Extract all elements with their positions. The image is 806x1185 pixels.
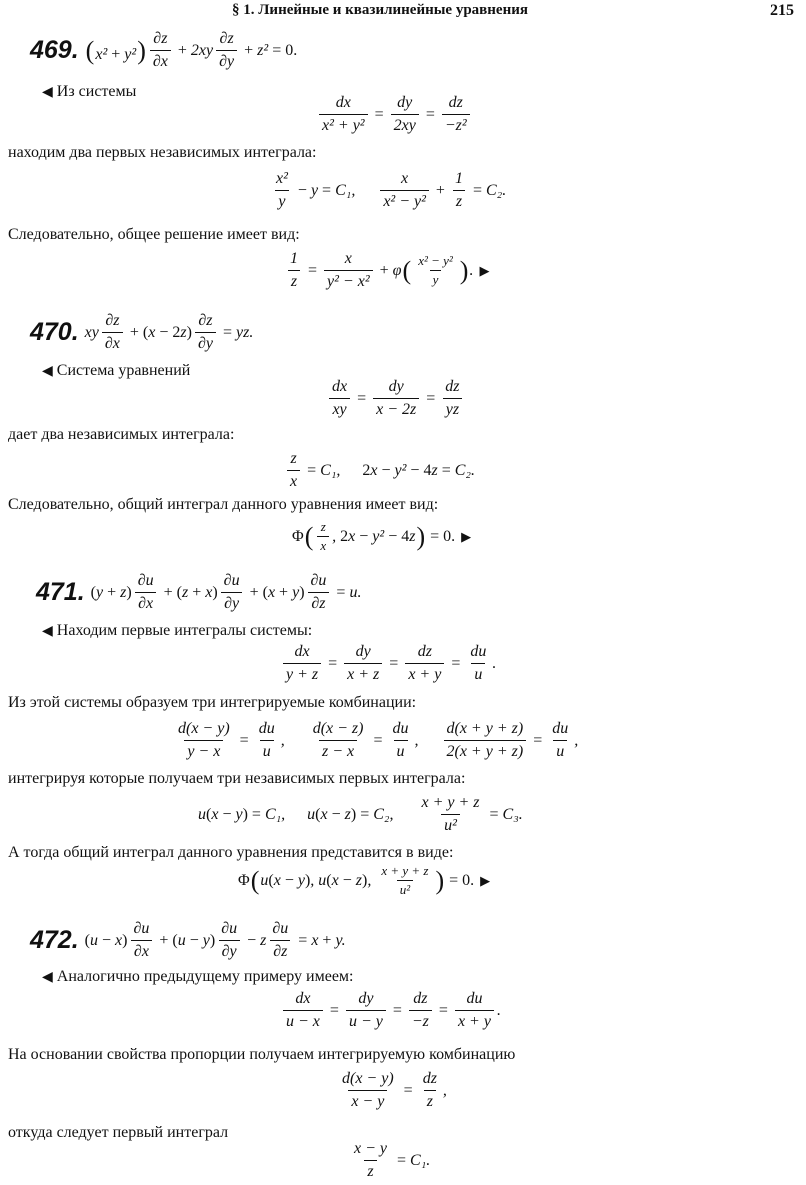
equation: $\frac{dx}{u - x}$ = $\frac{dy}{u - y}$ = $\frac{dz}{-z}$ = $\frac{du}{x + y}$ . (280, 990, 501, 1031)
equation: $\frac{d(x - y)}{x - y}$ = $\frac{dz}{z}$ , (342, 1070, 447, 1110)
solution-intro: ◀ Находим первые интегралы системы: (42, 622, 313, 639)
equation: $\frac{dx}{\text{x² + y²}}$ = $\frac{dy}{2xy}$ = $\frac{dz}{\text{−z²}}$ (316, 94, 473, 135)
problem-number: 470. (30, 318, 79, 346)
solution-intro: ◀ Из системы (42, 83, 137, 100)
text-line: А тогда общий интеграл данного уравнения представится в виде: (8, 844, 454, 861)
left-arrow-icon: ◀ (42, 85, 53, 100)
equation: $\frac{dx}{xy}$ = $\frac{dy}{x - 2z}$ = $\frac{dz}{yz}$ (326, 378, 466, 419)
equation: $\frac{z}{x}$ = C₁, 2 x − y² − 4 z = C₂. (284, 450, 475, 491)
text-line: дает два независимых интеграла: (8, 426, 235, 443)
problem-number: 472. (30, 926, 79, 954)
right-arrow-icon: ▶ (480, 872, 491, 888)
equation: $\frac{\text{x²}}{y}$ − y = C₁, $\frac{x}{\text{x² − y²}}$ + $\frac{1}{z}$ = C₂. (276, 170, 507, 210)
left-arrow-icon: ◀ (42, 364, 53, 379)
left-arrow-icon: ◀ (42, 970, 53, 985)
page-number: 215 (770, 2, 794, 19)
text-line: интегрируя которые получаем три независимых первых интеграла: (8, 770, 466, 787)
problem-469-statement: 469. (x² + y²) $\frac{\partial z}{\partial x}$ + 2xy $\frac{\partial z}{\partial y}$ + z² = 0. (30, 30, 298, 70)
problem-470-statement: 470. xy $\frac{\partial z}{\partial x}$ + ( x − 2 z ) $\frac{\partial z}{\partial y}$ = yz. (30, 312, 254, 352)
equation: Φ ( $\frac{z}{x}$ , 2 x − y² − 4 z ) = 0. ▶ (292, 519, 472, 553)
text-line: находим два первых независимых интеграла: (8, 144, 317, 161)
text-line: откуда следует первый интеграл (8, 1124, 229, 1141)
equation: Φ ( u ( x − y ) , u ( x − z ) , $\frac{x + y + z}{\text{u²}}$ ) = 0. ▶ (238, 863, 491, 897)
problem-number: 469. (30, 36, 79, 64)
left-arrow-icon: ◀ (42, 624, 53, 639)
running-header: § 1. Линейные и квазилинейные уравнения (232, 2, 528, 18)
right-arrow-icon: ▶ (461, 528, 472, 544)
text-line: Следовательно, общее решение имеет вид: (8, 226, 300, 243)
solution-intro: ◀ Система уравнений (42, 362, 191, 379)
equation: $\frac{dx}{y + z}$ = $\frac{dy}{x + z}$ = $\frac{dz}{x + y}$ = $\frac{du}{u}$ . (280, 643, 496, 684)
text-line: Следовательно, общий интеграл данного уравнения имеет вид: (8, 496, 439, 513)
problem-471-statement: 471. ( y + z ) $\frac{\partial u}{\partial x}$ + ( z + x ) $\frac{\partial u}{\partial y}$ + ( x + y ) $\frac{\partial u}{\partial z}$ = u. (36, 572, 362, 612)
text-line: На основании свойства пропорции получаем интегрируемую комбинацию (8, 1046, 516, 1063)
solution-intro: ◀ Аналогично предыдущему примеру имеем: (42, 968, 354, 985)
equation: $\frac{d(x - y)}{y - x}$ = $\frac{du}{u}$ , $\frac{d(x - z)}{z - x}$ = $\frac{du}{u}$ , $\frac{d(x + y + z)}{2(x + y + z)}$ = $\frac{du}{u}$ , (178, 720, 579, 760)
problem-number: 471. (36, 578, 85, 606)
equation: u ( x − y ) = C₁, u ( x − z ) = C₂, $\frac{x + y + z}{\text{u²}}$ = C₃. (198, 794, 523, 834)
text-line: Из этой системы образуем три интегрируемые комбинации: (8, 694, 417, 711)
right-arrow-icon: ▶ (479, 262, 490, 278)
problem-472-statement: 472. ( u − x ) $\frac{\partial u}{\partial x}$ + ( u − y ) $\frac{\partial u}{\partial y}$ − z $\frac{\partial u}{\partial z}$ = x + y. (30, 920, 346, 960)
equation: $\frac{x - y}{z}$ = C₁. (354, 1140, 431, 1180)
equation: $\frac{1}{z}$ = $\frac{x}{\text{y² − x²}}$ + φ ( $\frac{\text{x² − y²}}{y}$ ) . ▶ (284, 250, 489, 291)
